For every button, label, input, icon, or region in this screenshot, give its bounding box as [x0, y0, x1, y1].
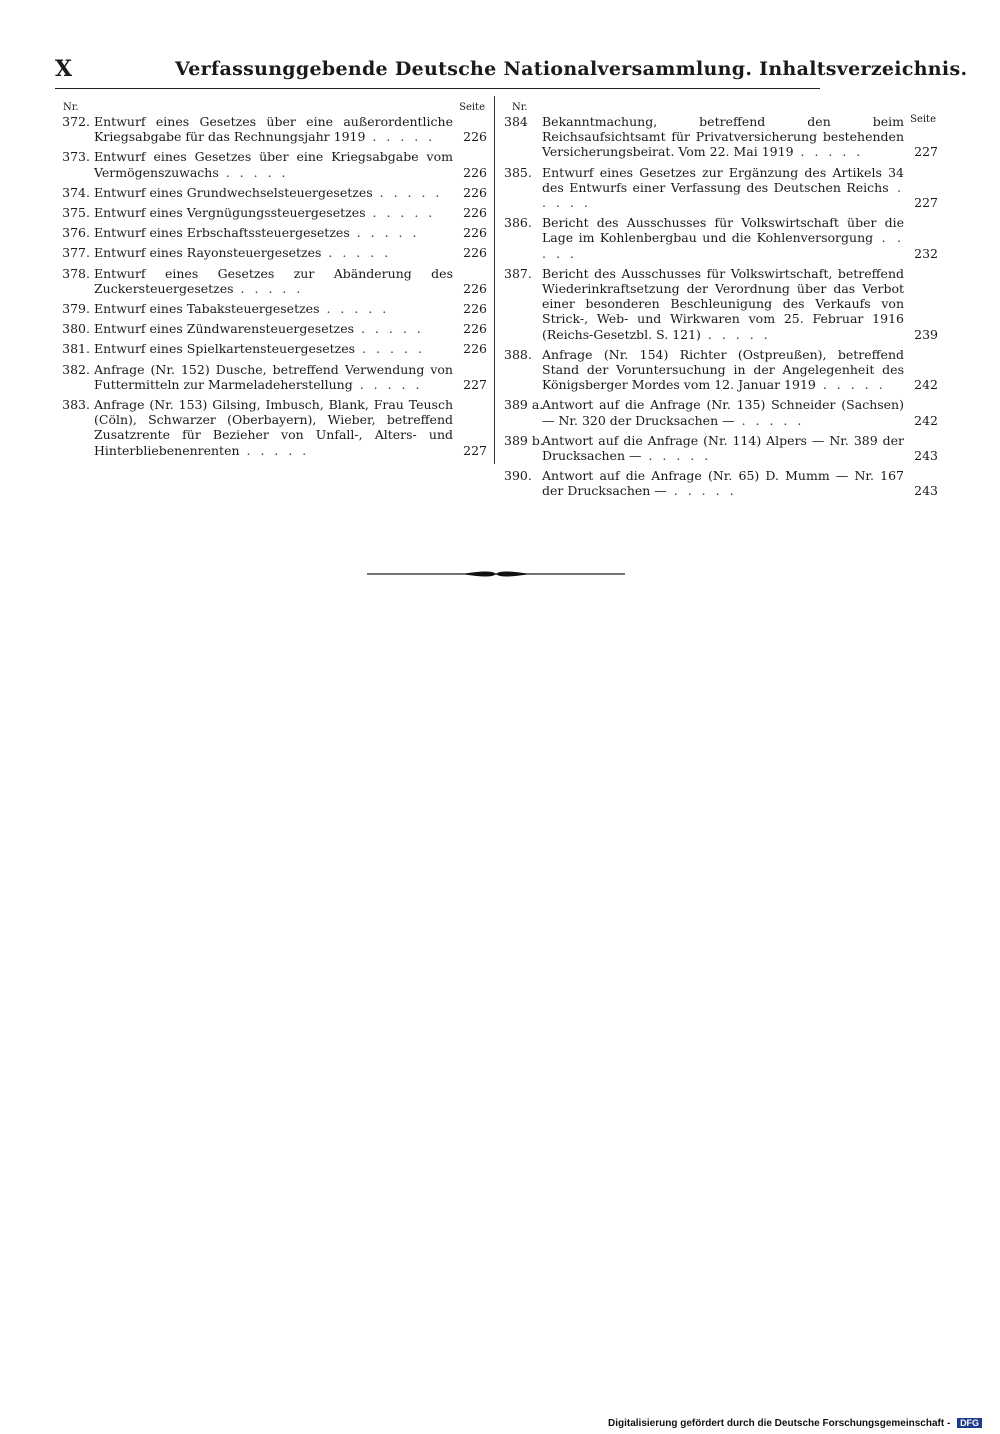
entry-title — [542, 266, 904, 342]
nr-label: Nr. — [512, 102, 528, 113]
toc-entry — [504, 397, 938, 427]
toc-entry — [55, 362, 487, 392]
leader-dots: . . . . . — [365, 205, 436, 221]
entry-title — [94, 397, 453, 458]
leader-dots: . . . . . — [321, 245, 392, 261]
entry-title — [94, 185, 453, 200]
footer-credit — [608, 1418, 982, 1429]
page-number: X — [55, 56, 73, 82]
entry-page: 232 — [914, 245, 938, 261]
entry-number: 388. — [504, 346, 532, 362]
entry-title-text: Bericht des Ausschusses für Volkswirtschaft, betreffend Wiederinkraftsetzung der Verordnung über das Verbot einer besonderen Beschleunigung des Verkaufs von Strick-, Web- und Wirkwaren vom 25. Februar 1916 (Reichs-Gesetzbl. S. 121) — [542, 265, 904, 342]
toc-entry — [55, 205, 487, 220]
entry-page: 239 — [914, 326, 938, 342]
header-rule — [55, 88, 820, 89]
toc-entry — [504, 165, 938, 211]
entry-title — [94, 149, 453, 179]
toc-entry — [504, 114, 938, 160]
leader-dots: . . . . . — [542, 230, 904, 261]
leader-dots: . . . . . — [700, 326, 771, 342]
leader-dots: . . . . . — [641, 448, 712, 464]
entry-title — [542, 165, 904, 211]
column-divider — [494, 96, 495, 464]
leader-dots: . . . . . — [319, 301, 390, 317]
toc-entry — [504, 215, 938, 261]
entry-title-text: Entwurf eines Erbschaftssteuergesetzes — [94, 225, 350, 241]
leader-dots: . . . . . — [239, 442, 310, 458]
entry-title — [94, 205, 453, 220]
entry-title-text: Antwort auf die Anfrage (Nr. 114) Alpers — Nr. 389 der Drucksachen — — [542, 432, 904, 464]
entry-page: 243 — [914, 483, 938, 499]
seite-label: Seite — [910, 114, 936, 125]
leader-dots: . . . . . — [734, 412, 805, 428]
entry-number: 387. — [504, 265, 532, 281]
entry-number: 379. — [62, 301, 90, 317]
entry-number: 382. — [62, 361, 90, 377]
entry-title-text: Entwurf eines Gesetzes zur Abänderung des Zuckersteuergesetzes — [94, 265, 453, 296]
toc-entry — [55, 245, 487, 260]
entry-title — [94, 225, 453, 240]
entry-number: 381. — [62, 341, 90, 357]
nr-label: Nr. — [63, 102, 79, 113]
entry-title-text: Entwurf eines Gesetzes über eine außerordentliche Kriegsabgabe für das Rechnungsjahr 1919 — [94, 114, 453, 145]
entry-page: 226 — [463, 301, 487, 317]
page-header — [55, 56, 968, 86]
toc-entry — [55, 225, 487, 240]
entry-page: 226 — [463, 280, 487, 296]
entry-title-text: Entwurf eines Tabaksteuergesetzes — [94, 301, 320, 317]
entry-title-text: Anfrage (Nr. 152) Dusche, betreffend Verwendung von Futtermitteln zur Marmeladeherstellung — [94, 361, 453, 392]
entry-number: 375. — [62, 205, 90, 221]
running-title: Verfassunggebende Deutsche Nationalversammlung. Inhaltsverzeichnis. — [175, 58, 968, 80]
toc-entry — [55, 321, 487, 336]
toc-entry — [55, 341, 487, 356]
entry-title — [94, 301, 453, 316]
entry-page: 226 — [463, 245, 487, 261]
toc-left-column — [55, 100, 487, 463]
column-header — [55, 100, 487, 114]
entry-page: 226 — [463, 129, 487, 145]
entry-title-text: Bekanntmachung, betreffend den beim Reichsaufsichtsamt für Privatversicherung bestehenden Versicherungsbeirat. Vom 22. Mai 1919 — [542, 114, 904, 160]
leader-dots: . . . . . — [349, 225, 420, 241]
entry-title — [94, 362, 453, 392]
entry-title — [542, 397, 904, 427]
entry-title — [94, 245, 453, 260]
entry-page: 242 — [914, 412, 938, 428]
entry-title — [542, 114, 904, 160]
entry-title-text: Entwurf eines Zündwarensteuergesetzes — [94, 321, 355, 337]
entry-title-text: Anfrage (Nr. 154) Richter (Ostpreußen), betreffend Stand der Voruntersuchung in der Angelegenheit des Königsberger Mordes vom 12. Januar 1919 — [542, 346, 904, 393]
toc-entry — [55, 266, 487, 296]
leader-dots: . . . . . — [354, 321, 424, 337]
toc-entry — [504, 468, 938, 498]
entry-number: 386. — [504, 215, 532, 231]
entry-title-text: Entwurf eines Vergnügungssteuergesetzes — [94, 205, 366, 221]
leader-dots: . . . . . — [233, 280, 304, 296]
entry-title-text: Entwurf eines Gesetzes zur Ergänzung des Artikels 34 des Entwurfs einer Verfassung des Deutschen Reichs — [542, 164, 904, 195]
entry-number: 377. — [62, 245, 90, 261]
entry-page: 227 — [914, 195, 938, 211]
entry-page: 226 — [463, 321, 487, 337]
leader-dots: . . . . . — [815, 377, 886, 393]
credit-text: Digitalisierung gefördert durch die Deutsche Forschungsgemeinschaft - — [608, 1418, 951, 1429]
entry-page: 242 — [914, 377, 938, 393]
entry-title — [542, 468, 904, 498]
entry-number: 385. — [504, 164, 532, 180]
end-ornament — [367, 566, 625, 582]
toc-entry — [55, 185, 487, 200]
entry-number: 374. — [62, 184, 90, 200]
leader-dots: . . . . . — [666, 483, 737, 499]
leader-dots: . . . . . — [793, 144, 864, 160]
entry-number: 384 — [504, 114, 528, 129]
entry-title — [542, 347, 904, 393]
entry-title-text: Entwurf eines Spielkartensteuergesetzes — [94, 341, 356, 357]
leader-dots: . . . . . — [542, 179, 904, 211]
entry-title — [542, 215, 904, 261]
entry-page: 226 — [463, 205, 487, 221]
entry-number: 383. — [62, 397, 90, 413]
leader-dots: . . . . . — [352, 376, 423, 392]
dfg-logo: DFG — [957, 1418, 982, 1428]
toc-entry — [55, 301, 487, 316]
leader-dots: . . . . . — [218, 164, 289, 180]
entry-title-text: Anfrage (Nr. 153) Gilsing, Imbusch, Blank, Frau Teusch (Cöln), Schwarzer (Oberbayern), Wieber, betreffend Zusatzrente für Bezieher von Unfall-, Alters- und Hinterbliebenenrenten — [94, 397, 453, 458]
entry-title — [94, 114, 453, 144]
entry-title — [94, 266, 453, 296]
entry-title-text: Entwurf eines Gesetzes über eine Kriegsabgabe vom Vermögenszuwachs — [94, 149, 453, 180]
entry-number: 380. — [62, 321, 90, 337]
seite-label: Seite — [459, 102, 485, 113]
toc-entry — [55, 397, 487, 458]
entry-title-text: Antwort auf die Anfrage (Nr. 65) D. Mumm — Nr. 167 der Drucksachen — — [542, 468, 904, 499]
entry-number: 378. — [62, 265, 90, 281]
entry-number: 389 b. — [504, 432, 544, 448]
entry-page: 227 — [463, 442, 487, 458]
entry-number: 373. — [62, 149, 90, 165]
entry-page: 243 — [914, 448, 938, 464]
toc-entry — [504, 347, 938, 393]
entry-page: 226 — [463, 341, 487, 357]
toc-entry — [55, 114, 487, 144]
entry-title — [542, 433, 904, 463]
entry-number: 389 a. — [504, 397, 544, 413]
entry-number: 372. — [62, 114, 90, 129]
entry-page: 227 — [463, 376, 487, 392]
leader-dots: . . . . . — [365, 129, 436, 145]
toc-entry — [504, 266, 938, 342]
toc-entry — [55, 149, 487, 179]
entry-page: 226 — [463, 184, 487, 200]
entry-page: 226 — [463, 225, 487, 241]
toc-entry — [504, 433, 938, 463]
entry-page: 227 — [914, 144, 938, 160]
entry-number: 390. — [504, 468, 532, 484]
entry-page: 226 — [463, 164, 487, 180]
leader-dots: . . . . . — [355, 341, 425, 357]
entry-title — [94, 321, 453, 336]
toc-right-column — [504, 100, 938, 504]
entry-title-text: Antwort auf die Anfrage (Nr. 135) Schneider (Sachsen) — Nr. 320 der Drucksachen — — [542, 397, 904, 428]
entry-title-text: Bericht des Ausschusses für Volkswirtschaft über die Lage im Kohlenbergbau und die Kohlenversorgung — [542, 215, 904, 246]
entry-title-text: Entwurf eines Grundwechselsteuergesetzes — [94, 184, 373, 200]
entry-title-text: Entwurf eines Rayonsteuergesetzes — [94, 245, 322, 261]
entry-title — [94, 341, 453, 356]
entry-number: 376. — [62, 225, 90, 241]
leader-dots: . . . . . — [372, 184, 443, 200]
